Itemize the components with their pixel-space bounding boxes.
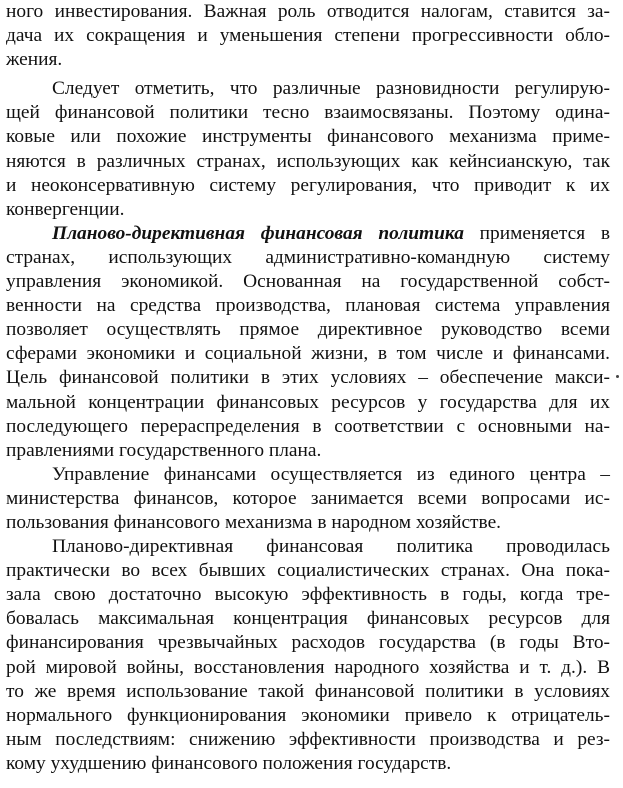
text-line: мальной концентрации финансовых ресурсов у государства для их	[6, 391, 610, 413]
term-line-rest: применяется в	[463, 222, 610, 244]
text-line: странах, использующих административно-командную систему	[6, 246, 610, 268]
text-line: ным последствиям: снижению эффективности производства и рез-	[6, 728, 610, 750]
paragraph-5	[6, 535, 610, 776]
text-line: Управление финансами осуществляется из единого центра –	[52, 463, 610, 485]
paragraph-1	[6, 0, 610, 72]
text-line	[6, 222, 610, 246]
text-line: бовалась максимальная концентрация финансовых ресурсов для	[6, 608, 610, 630]
paragraph-2	[6, 77, 610, 222]
text-line: пользования финансового механизма в народном хозяйстве.	[6, 511, 502, 533]
text-line: министерства финансов, которое занимается всеми вопросами ис-	[6, 487, 610, 509]
text-line: дача их сокращения и уменьшения степени прогрессивности обло-	[6, 25, 610, 47]
text-line: правлениями государственного плана.	[6, 439, 322, 461]
document-page	[6, 0, 610, 776]
text-line: позволяет осуществлять прямое директивное руководство всеми	[6, 319, 610, 341]
text-line: Планово-директивная финансовая политика проводилась	[52, 536, 610, 558]
text-line: Цель финансовой политики в этих условиях – обеспечение макси-	[6, 367, 610, 389]
text-line: сферами экономики и социальной жизни, в том числе и финансами.	[6, 343, 610, 365]
text-line: рой мировой войны, восстановления народного хозяйства и т. д.). В	[6, 656, 610, 678]
text-line: то же время использование такой финансовой политики в условиях	[6, 680, 610, 702]
scan-speck	[616, 375, 619, 378]
text-line: конвергенции.	[6, 198, 125, 220]
text-line: венности на средства производства, плановая система управления	[6, 295, 610, 317]
text-line: последующего перераспределения в соответствии с основными на-	[6, 415, 610, 437]
text-line: ковые или похожие инструменты финансового механизма приме-	[6, 126, 610, 148]
text-line: управления экономикой. Основанная на государственной собст-	[6, 271, 610, 293]
paragraph-4	[6, 463, 610, 535]
text-line: няются в различных странах, использующих как кейнсианскую, так	[6, 150, 610, 172]
text-line: жения.	[6, 49, 63, 71]
text-line: щей финансовой политики тесно взаимосвязаны. Поэтому одина-	[6, 102, 610, 124]
text-line: зала свою достаточно высокую эффективность в годы, когда тре-	[6, 584, 610, 606]
text-line: практически во всех бывших социалистических странах. Она пока-	[6, 560, 610, 582]
paragraph-3	[6, 222, 610, 463]
text-line: Следует отметить, что различные разновидности регулирую-	[52, 78, 610, 100]
text-line: кому ухудшению финансового положения государств.	[6, 752, 452, 774]
text-line: и неоконсервативную систему регулирования, что приводит к их	[6, 174, 610, 196]
text-line: финансирования чрезвычайных расходов государства (в годы Вто-	[6, 632, 610, 654]
text-line: ного инвестирования. Важная роль отводится налогам, ставится за-	[6, 1, 610, 22]
emphasized-term: Планово-директивная финансовая политика	[52, 222, 464, 244]
text-line: нормального функционирования экономики привело к отрицатель-	[6, 704, 610, 726]
